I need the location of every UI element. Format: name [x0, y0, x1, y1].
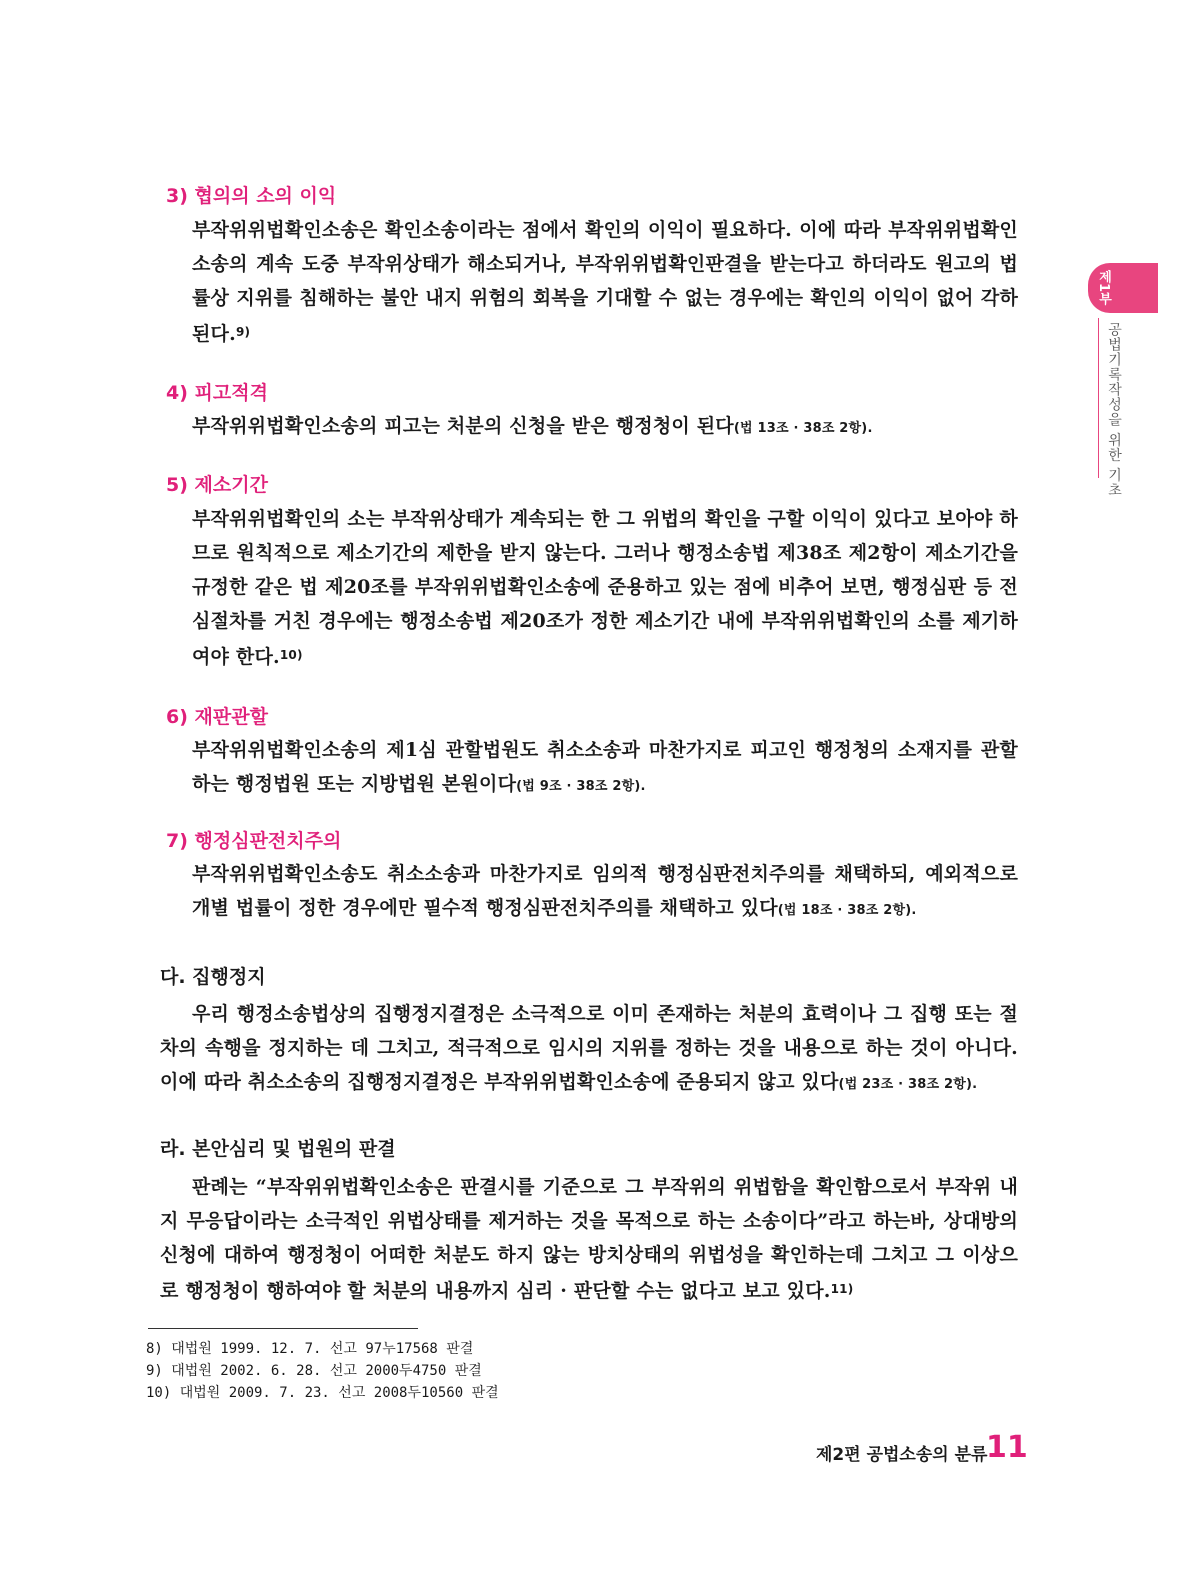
footnote-item: 10) 대법원 2009. 7. 23. 선고 2008두10560 판결	[146, 1385, 499, 1401]
paragraph-text: 부작위위법확인소송은 확인소송이라는 점에서 확인의 이익이 필요하다. 이에 따라 부작위위법확인소송의 계속 도중 부작위상태가 해소되거나, 부작위위법확인판결을 받는다고 하더라도 원고의 법률상 지위를 침해하는 불안 내지 위험의 회복을 기대할 수 없는 경우에는 확인의 이익이 없어 각하된다.	[192, 219, 1018, 345]
paragraph-trial-judgment	[160, 1170, 1018, 1308]
law-reference: (법 23조 · 38조 2항).	[838, 1077, 978, 1092]
heading-jurisdiction: 6) 재판관할	[166, 706, 268, 728]
paragraph-text: 판례는 “부작위위법확인소송은 판결시를 기준으로 그 부작위의 위법함을 확인함으로서 부작위 내지 무응답이라는 소극적인 위법상태를 제거하는 것을 목적으로 하는 소송이다”라고 하는바, 상대방의 신청에 대하여 행정청이 어떠한 처분도 하지 않는 방치상태의 위법성을 확인하는데 그치고 그 이상으로 행정청이 행하여야 할 처분의 내용까지 심리 · 판단할 수는 없다고 보고 있다.	[160, 1176, 1018, 1302]
paragraph-text: 부작위위법확인소송도 취소소송과 마찬가지로 임의적 행정심판전치주의를 채택하되, 예외적으로 개별 법률이 정한 경우에만 필수적 행정심판전치주의를 채택하고 있다	[192, 863, 1018, 919]
paragraph-text: 우리 행정소송법상의 집행정지결정은 소극적으로 이미 존재하는 처분의 효력이나 그 집행 또는 절차의 속행을 정지하는 데 그치고, 적극적으로 임시의 지위를 정하는 것을 내용으로 하는 것이 아니다. 이에 따라 취소소송의 집행정지결정은 부작위위법확인소송에 준용되지 않고 있다	[160, 1003, 1018, 1093]
footnote-divider	[148, 1328, 418, 1329]
law-reference: (법 18조 · 38조 2항).	[777, 903, 917, 918]
paragraph-text: 부작위위법확인의 소는 부작위상태가 계속되는 한 그 위법의 확인을 구할 이익이 있다고 보아야 하므로 원칙적으로 제소기간의 제한을 받지 않는다. 그러나 행정소송법 제38조 제2항이 제소기간을 규정한 같은 법 제20조를 부작위위법확인소송에 준용하고 있는 점에 비추어 보면, 행정심판 등 전심절차를 거친 경우에는 행정소송법 제20조가 정한 제소기간 내에 부작위위법확인의 소를 제기하여야 한다.	[192, 508, 1018, 668]
footnotes	[146, 1338, 499, 1404]
part-divider	[1098, 318, 1099, 478]
footnote-item: 8) 대법원 1999. 12. 7. 선고 97누17568 판결	[146, 1341, 474, 1357]
footnote-item: 9) 대법원 2002. 6. 28. 선고 2000두4750 판결	[146, 1363, 482, 1379]
part-tab-label: 제1부	[1096, 270, 1111, 306]
paragraph-text: 부작위위법확인소송의 피고는 처분의 신청을 받은 행정청이 된다	[192, 415, 734, 437]
footnote-ref: 10)	[279, 648, 303, 662]
paragraph-suspension	[160, 997, 1018, 1102]
paragraph-administrative-appeal	[192, 857, 1018, 928]
footnote-ref: 9)	[235, 325, 251, 339]
footnote-ref: 11)	[830, 1282, 854, 1296]
paragraph-jurisdiction	[192, 733, 1018, 804]
heading-trial-judgment: 라. 본안심리 및 법원의 판결	[160, 1138, 396, 1160]
heading-administrative-appeal: 7) 행정심판전치주의	[166, 830, 342, 852]
page-number: 11	[986, 1430, 1028, 1465]
running-footer-title: 제2편 공법소송의 분류	[816, 1445, 988, 1465]
law-reference: (법 9조 · 38조 2항).	[516, 779, 646, 794]
heading-filing-period: 5) 제소기간	[166, 474, 268, 496]
paragraph-interest	[192, 213, 1018, 351]
paragraph-defendant	[192, 409, 1018, 446]
part-title: 공법기록작성을 위한 기초	[1106, 322, 1122, 498]
paragraph-text: 부작위위법확인소송의 제1심 관할법원도 취소소송과 마찬가지로 피고인 행정청의 소재지를 관할하는 행정법원 또는 지방법원 본원이다	[192, 739, 1018, 795]
heading-interest: 3) 협의의 소의 이익	[166, 185, 337, 207]
heading-defendant: 4) 피고적격	[166, 382, 268, 404]
heading-suspension: 다. 집행정지	[160, 966, 266, 988]
paragraph-filing-period	[192, 502, 1018, 674]
law-reference: (법 13조 · 38조 2항).	[733, 421, 873, 436]
